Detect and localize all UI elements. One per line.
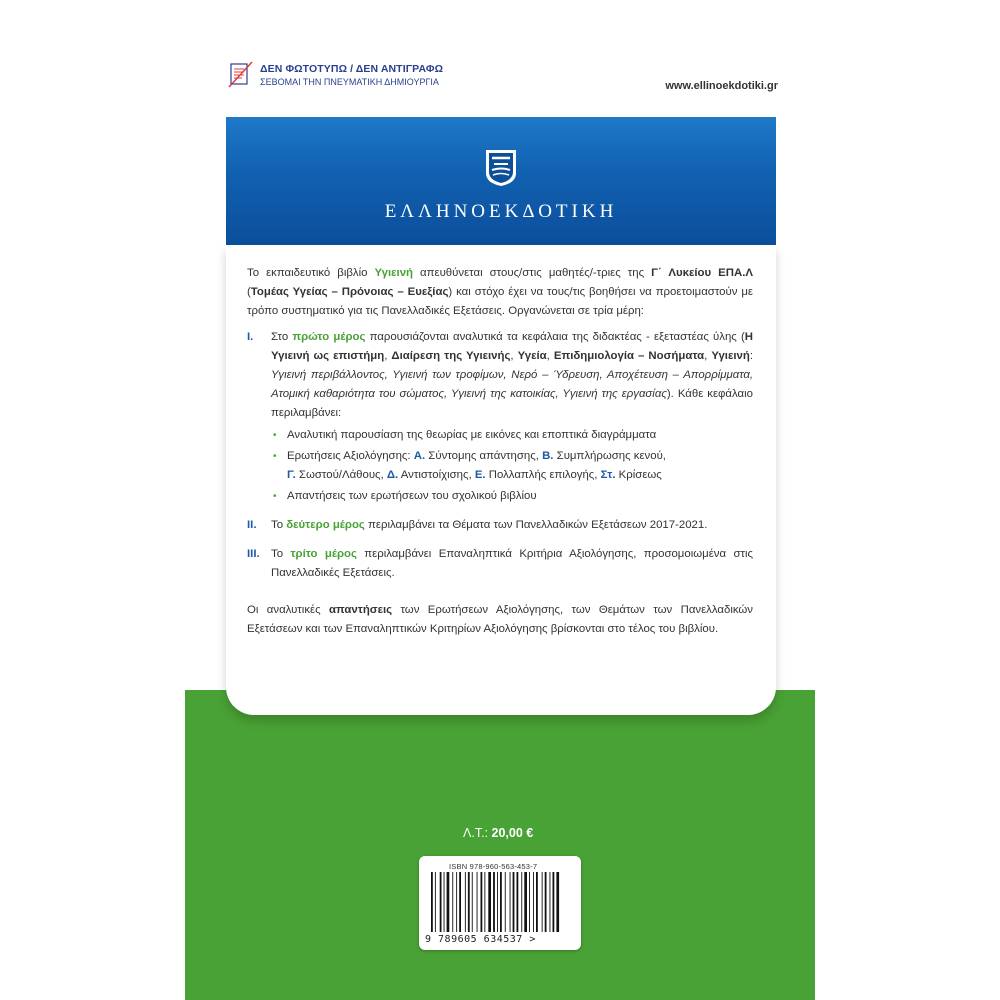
price-label (463, 826, 533, 840)
question-type-letter: Β. (542, 450, 554, 462)
list-item (271, 487, 753, 506)
question-type: Σωστού/Λάθους, (295, 469, 387, 481)
intro-paragraph (247, 264, 753, 321)
publisher-header (226, 117, 776, 245)
chapter-topics: Υγιεινή περιβάλλοντος, Υγιεινή των τροφίμων, Νερό – Ύδρευση, Αποχέτευση – Απορρίμματα, Ατομική καθαριότητα του σώματος, Υγιεινή της κατοικίας, Υγιεινή της εργασίας (271, 369, 753, 400)
question-type: Αντιστοίχισης, (398, 469, 475, 481)
part-number: II. (247, 519, 257, 531)
price-prefix: Λ.Τ.: (463, 826, 492, 840)
green-background (185, 690, 815, 1000)
part-two (247, 516, 753, 535)
intro-text: ) και στόχο έχει να τους/τις βοηθήσει να προετοιμαστούν με τρόπο συστηματικό για τις Πανελλαδικές Εξετάσεις. Οργανώνεται σε τρία μέρη: (247, 286, 753, 317)
intro-text: απευθύνεται στους/στις μαθητές/-τριες της (413, 267, 652, 279)
publisher-name: ΕΛΛΗΝΟΕΚΔΟΤΙΚΗ (384, 201, 618, 222)
list-item-text: Απαντήσεις των ερωτήσεων του σχολικού βιβλίου (287, 490, 537, 502)
part-text: Το (271, 548, 291, 560)
chapter-name: Υγεία (517, 350, 547, 362)
part-label: δεύτερο μέρος (286, 519, 365, 531)
part-text: παρουσιάζονται αναλυτικά τα κεφάλαια της διδακτέας - εξεταστέας ύλης ( (365, 331, 745, 343)
outro-text: των Ερωτήσεων Αξιολόγησης, των Θεμάτων των Πανελλαδικών Εξετάσεων και των Επαναληπτικών Κριτηρίων Αξιολόγησης βρίσκονται στο τέλος του βιβλίου. (247, 604, 753, 635)
part-text: ). Κάθε κεφάλαιο περιλαμβάνει: (271, 388, 753, 419)
part-one (247, 328, 753, 506)
part-label: τρίτο μέρος (290, 548, 357, 560)
part-number: I. (247, 331, 254, 343)
list-item-text: Αναλυτική παρουσίαση της θεωρίας με εικόνες και εποπτικά διαγράμματα (287, 429, 657, 441)
book-title: Υγιεινή (374, 267, 414, 279)
grade-label: Γ΄ Λυκείου ΕΠΑ.Λ (651, 267, 753, 279)
question-type-letter: Στ. (600, 469, 616, 481)
publisher-logo-icon (483, 147, 519, 187)
outro-paragraph (247, 601, 753, 639)
separator: , (546, 350, 554, 362)
copyright-stamp (228, 60, 443, 90)
question-type-letter: Ε. (474, 469, 486, 481)
list-item-text: Ερωτήσεις Αξιολόγησης: (287, 450, 414, 462)
question-type: Πολλαπλής επιλογής, (485, 469, 601, 481)
separator: , (384, 350, 392, 362)
barcode (419, 856, 581, 950)
separator: : (749, 350, 753, 362)
list-item (271, 447, 753, 485)
stamp-line-1: ΔΕΝ ΦΩΤΟΤΥΠΩ / ΔΕΝ ΑΝΤΙΓΡΑΦΩ (260, 63, 444, 75)
question-type-letter: Γ. (287, 469, 296, 481)
part-label: πρώτο μέρος (292, 331, 366, 343)
chapter-contents-list (271, 426, 753, 506)
description-text (247, 264, 753, 639)
chapter-name: Επιδημιολογία – Νοσήματα (553, 350, 705, 362)
outro-emphasis: απαντήσεις (329, 604, 393, 616)
question-type: Σύντομης απάντησης, (425, 450, 543, 462)
chapter-name: Υγιεινή (711, 350, 750, 362)
sector-label: Τομέας Υγείας – Πρόνοιας – Ευεξίας (250, 286, 449, 298)
part-number: III. (247, 548, 260, 560)
outro-text: Οι αναλυτικές (247, 604, 329, 616)
part-text: περιλαμβάνει τα Θέματα των Πανελλαδικών Εξετάσεων 2017-2021. (364, 519, 708, 531)
chapter-name: Η Υγιεινή ως επιστήμη (271, 331, 753, 362)
intro-text: Το εκπαιδευτικό βιβλίο (247, 267, 375, 279)
isbn-digits: 9 789605 634537 > (425, 934, 536, 945)
intro-text: ( (247, 286, 251, 298)
question-type-letter: Δ. (386, 469, 399, 481)
question-type: Συμπλήρωσης κενού, (553, 450, 666, 462)
isbn-text: ISBN 978-960-563-453-7 (449, 862, 538, 871)
part-three (247, 545, 753, 583)
separator: , (510, 350, 518, 362)
part-text: Το (271, 519, 287, 531)
part-text: περιλαμβάνει Επαναληπτικά Κριτήρια Αξιολόγησης, προσομοιωμένα στις Πανελλαδικές Εξετάσεις. (271, 548, 753, 579)
barcode-bars (427, 872, 573, 934)
price-value: 20,00 € (491, 826, 534, 840)
chapter-name: Διαίρεση της Υγιεινής (391, 350, 511, 362)
question-type: Κρίσεως (615, 469, 662, 481)
website-url: www.ellinoekdotiki.gr (665, 80, 778, 92)
question-type-letter: Α. (413, 450, 426, 462)
separator: , (704, 350, 712, 362)
part-text: Στο (271, 331, 293, 343)
no-copy-icon (228, 60, 254, 90)
list-item (271, 426, 753, 445)
stamp-line-2: ΣΕΒΟΜΑΙ ΤΗΝ ΠΝΕΥΜΑΤΙΚΗ ΔΗΜΙΟΥΡΓΙΑ (260, 77, 439, 87)
